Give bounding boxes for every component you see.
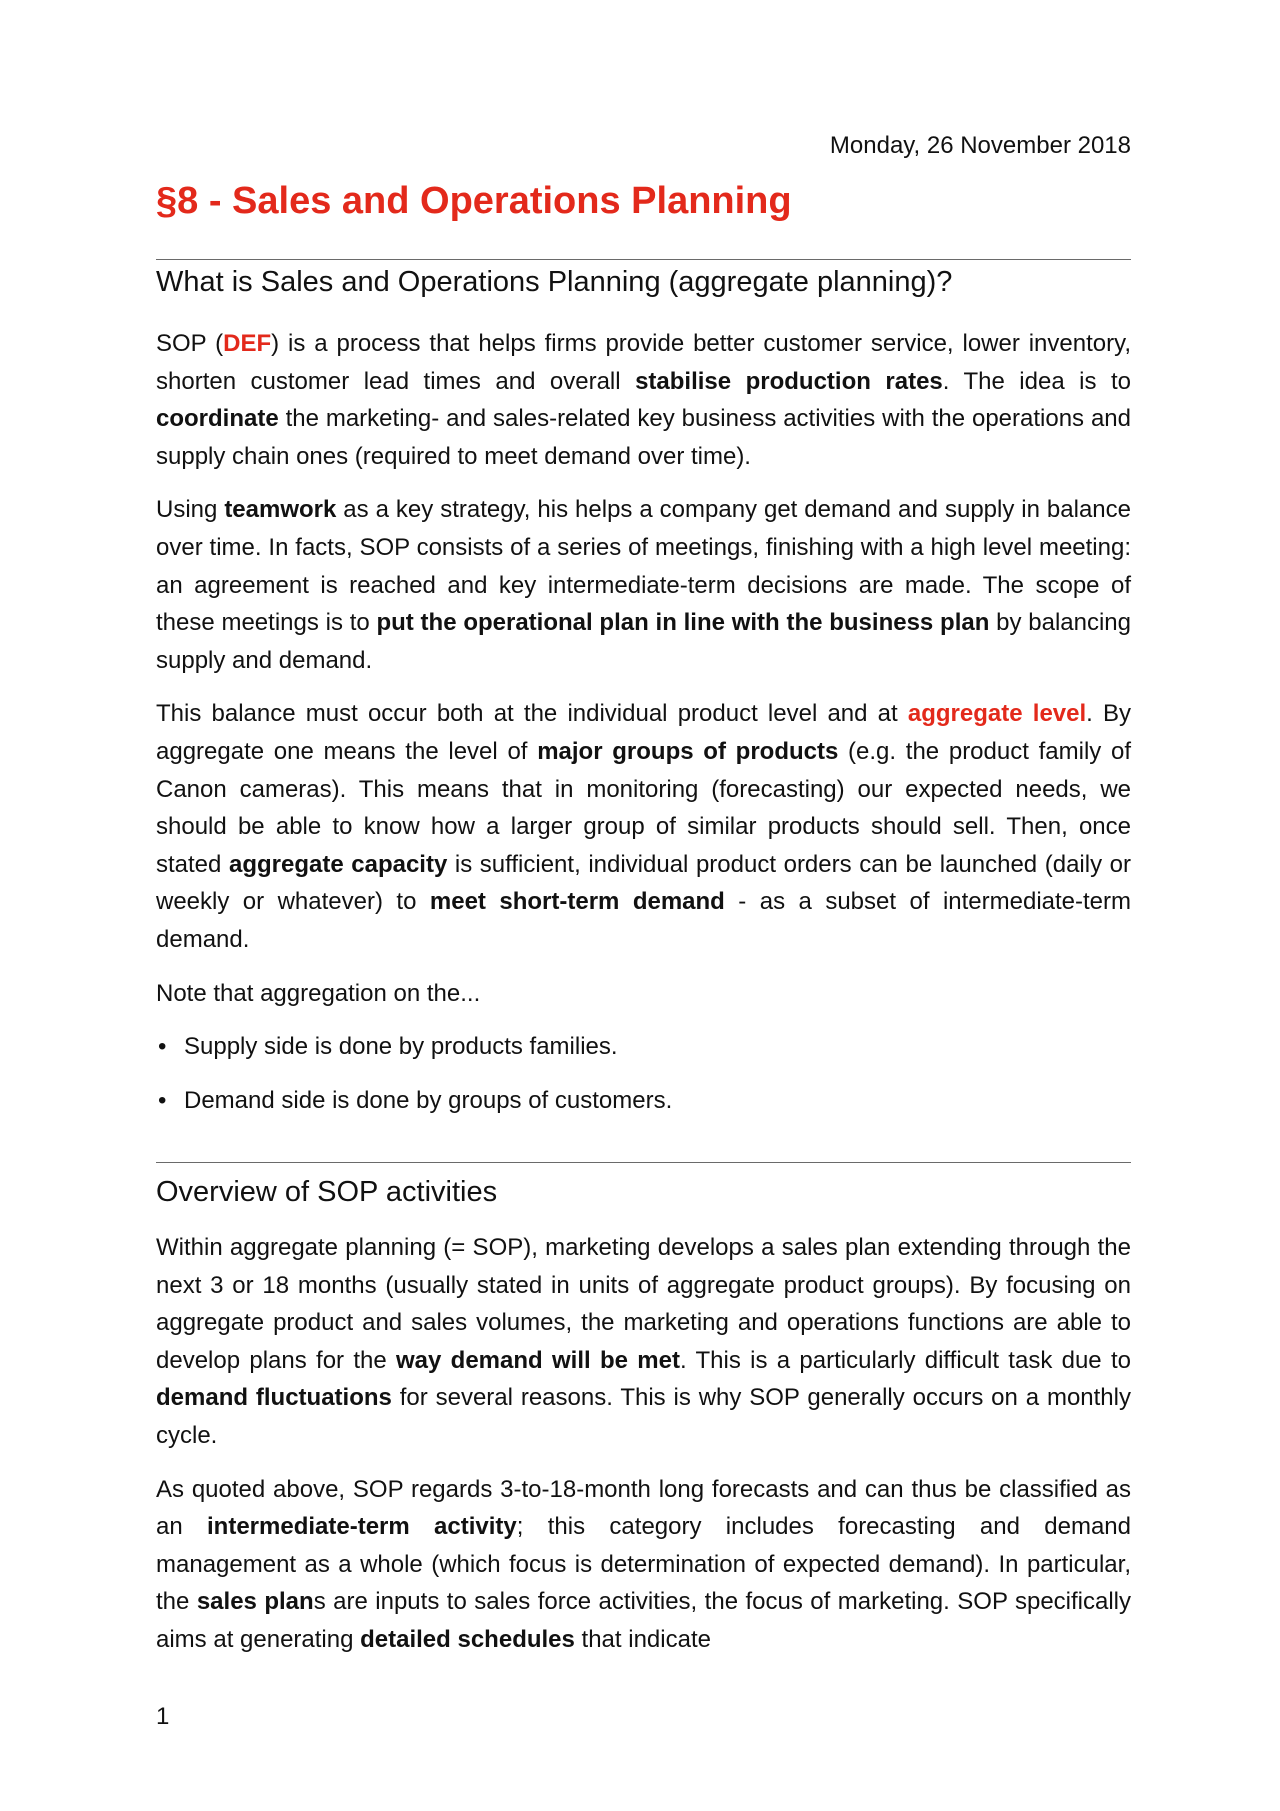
paragraph: As quoted above, SOP regards 3-to-18-month long forecasts and can thus be classified as an intermediate-term activity; this category includes forecasting and demand management as a whole (which focus is determination of expected demand). In particular, the sales plans are inputs to sales force activities, the focus of marketing. SOP specifically aims at generating detailed schedules that indicate bbox=[156, 1475, 1132, 1653]
paragraph: Within aggregate planning (= SOP), marketing develops a sales plan extending through the next 3 or 18 months (usually stated in units of aggregate product groups). By focusing on aggregate product and sales volumes, the marketing and operations functions are able to develop plans for the way demand will be met. This is a particularly difficult task due to demand fluctuations for several reasons. This is why SOP generally occurs on a monthly cycle. bbox=[156, 1234, 1131, 1449]
paragraph: This balance must occur both at the individual product level and at aggregate level. By aggregate one means the level of major groups of products (e.g. the product family of Canon cameras). This means that in monitoring (forecasting) our expected needs, we should be able to know how a larger group of similar products should sell. Then, once stated aggregate capacity is sufficient, individual product orders can be launched (daily or weekly or whatever) to meet short-term demand - as a subset of intermediate-term demand. bbox=[156, 700, 1132, 953]
highlight-term: aggregate level bbox=[907, 700, 1087, 728]
paragraph: Note that aggregation on the... bbox=[156, 979, 481, 1007]
list-item: • Demand side is done by groups of customers. bbox=[156, 1082, 1131, 1120]
paragraph: SOP (DEF) is a process that helps firms provide better customer service, lower inventory, shorten customer lead times and overall stabilise production rates. The idea is to coordinate the marketing- and sales-related key business activities with the operations and supply chain ones (required to meet demand over time). bbox=[156, 330, 1131, 470]
section-heading-overview: Overview of SOP activities bbox=[156, 1176, 498, 1208]
document-page bbox=[156, 0, 1131, 1811]
list-item: • Supply side is done by products families. bbox=[156, 1028, 1131, 1066]
bullet-icon: • bbox=[158, 1086, 167, 1114]
bullet-list bbox=[156, 1028, 1131, 1119]
definition-tag: DEF bbox=[223, 330, 272, 357]
section-body-overview bbox=[156, 1229, 1131, 1675]
page-number: 1 bbox=[156, 1703, 170, 1730]
section-divider bbox=[156, 1162, 1131, 1163]
document-title: §8 - Sales and Operations Planning bbox=[156, 180, 792, 222]
document-date: Monday, 26 November 2018 bbox=[829, 132, 1131, 159]
paragraph: Using teamwork as a key strategy, his helps a company get demand and supply in balance over time. In facts, SOP consists of a series of meetings, finishing with a high level meeting: an agreement is reached and key intermediate-term decisions are made. The scope of these meetings is to put the operational plan in line with the business plan by balancing supply and demand. bbox=[156, 496, 1131, 674]
section-heading-what-is-sop: What is Sales and Operations Planning (aggregate planning)? bbox=[156, 266, 953, 298]
section-divider bbox=[156, 259, 1131, 260]
section-body-what-is-sop bbox=[156, 325, 1131, 1135]
bullet-icon: • bbox=[158, 1033, 167, 1061]
